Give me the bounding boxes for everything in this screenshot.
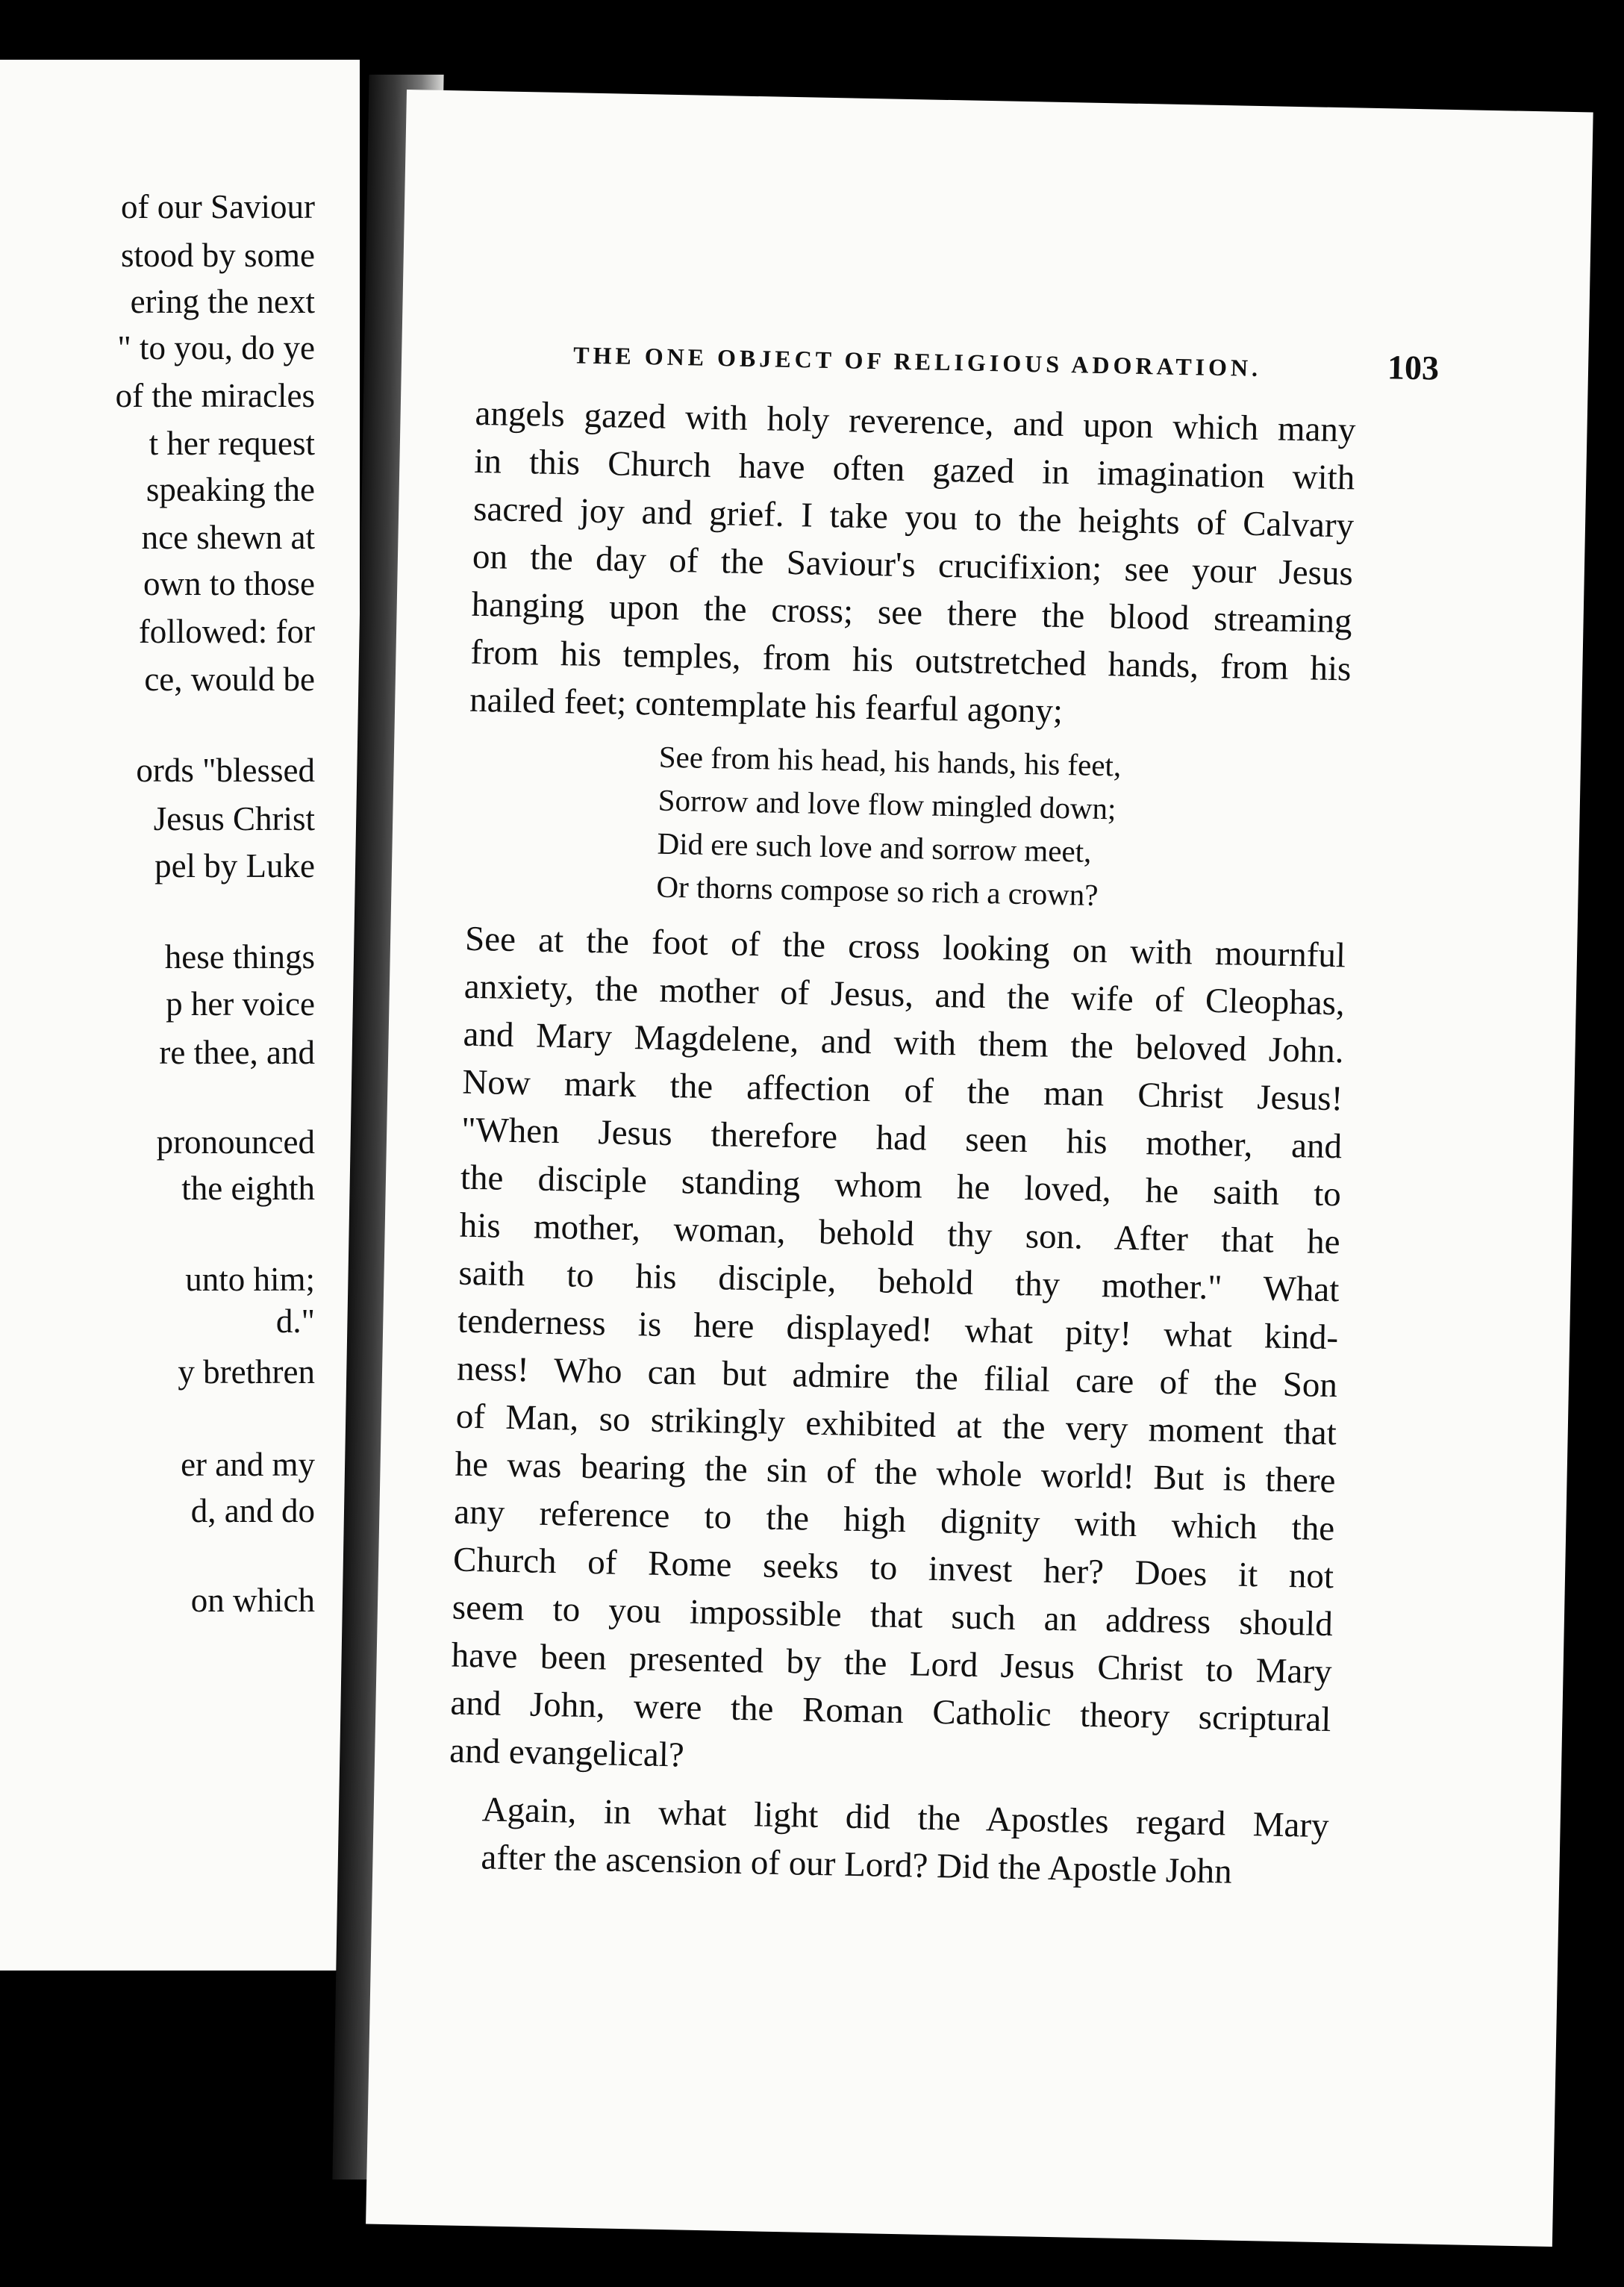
left-page-line: p her voice (166, 985, 315, 1023)
para1-line: angels gazed with holy reverence, and upon which many (475, 393, 1356, 450)
para1-line: in this Church have often gazed in imagination with (473, 441, 1355, 498)
para2-line: See at the foot of the cross looking on with mournful (464, 919, 1346, 976)
para2-line: have been presented by the Lord Jesus Christ to Mary (451, 1635, 1333, 1692)
para2-line: and evangelical? (449, 1731, 685, 1775)
left-page-line: ce, would be (144, 661, 315, 698)
para3-line: Again, in what light did the Apostles regard Mary (481, 1790, 1330, 1846)
para2-line: his mother, woman, behold thy son. After that he (459, 1205, 1341, 1262)
left-page-line: followed: for (138, 613, 315, 650)
para2-line: he was bearing the sin of the whole world! But is there (455, 1444, 1336, 1501)
verse-line: Or thorns compose so rich a crown? (656, 869, 1099, 912)
para2-line: any reference to the high dignity with which the (453, 1492, 1335, 1549)
para2-line: anxiety, the mother of Jesus, and the wife of Cleophas, (463, 967, 1346, 1023)
para2-line: of Man, so strikingly exhibited at the very moment that (455, 1397, 1337, 1453)
para1-line: sacred joy and grief. I take you to the heights of Calvary (472, 489, 1355, 546)
left-page (0, 60, 360, 1971)
verse-line: See from his head, his hands, his feet, (658, 739, 1122, 783)
left-page-line: stood by some (120, 237, 315, 274)
left-page-line: of the miracles (115, 377, 315, 414)
para2-line: saith to his disciple, behold thy mother." What (458, 1253, 1340, 1310)
body-text (447, 390, 1356, 1897)
left-page-line: pronounced (156, 1123, 315, 1161)
left-page-line: y brethren (178, 1353, 315, 1391)
verse-line: Sorrow and love flow mingled down; (658, 782, 1116, 826)
para2-line: "When Jesus therefore had seen his mother, and (460, 1110, 1343, 1167)
para2-line: tenderness is here displayed! what pity! what kind- (457, 1301, 1339, 1358)
left-page-line: on which (190, 1582, 315, 1619)
para1-line: on the day of the Saviour's crucifixion; see your Jesus (472, 537, 1354, 593)
left-page-line: t her request (149, 425, 315, 462)
para2-line: Now mark the affection of the man Christ Jesus! (461, 1062, 1343, 1119)
para2-line: Church of Rome seeks to invest her? Does it not (452, 1540, 1334, 1597)
left-page-line: ering the next (130, 283, 315, 320)
para1-line: hanging upon the cross; see there the blood streaming (471, 584, 1353, 641)
para1-line: from his temples, from his outstretched hands, from his (470, 632, 1352, 689)
left-page-line: of our Saviour (121, 188, 315, 225)
paragraph-3 (447, 1785, 1329, 1898)
left-page-line: unto him; (185, 1261, 315, 1298)
left-page-line: speaking the (146, 471, 315, 508)
para1-line: nailed feet; contemplate his fearful agony; (469, 680, 1064, 731)
para2-line: seem to you impossible that such an address should (452, 1588, 1334, 1644)
left-page-line: d, and do (190, 1492, 315, 1529)
para2-line: and Mary Magdelene, and with them the beloved John. (463, 1014, 1344, 1071)
para3-line: after the ascension of our Lord? Did the Apostle John (481, 1838, 1233, 1891)
left-page-line: Jesus Christ (153, 800, 315, 837)
left-page-line: d." (275, 1302, 315, 1340)
verse-quotation (656, 735, 1349, 922)
para2-line: ness! Who can but admire the filial care of the Son (456, 1349, 1338, 1405)
left-page-line: " to you, do ye (117, 329, 315, 366)
left-page-line: pel by Luke (154, 847, 315, 884)
left-page-line: own to those (143, 565, 315, 602)
left-page-line: hese things (164, 938, 315, 976)
left-page-line: nce shewn at (141, 519, 315, 556)
running-head (573, 331, 1440, 387)
left-page-line: er and my (181, 1446, 315, 1483)
right-page (366, 90, 1593, 2247)
para2-line: the disciple standing whom he loved, he saith to (460, 1158, 1342, 1214)
left-page-line: ords "blessed (136, 752, 315, 789)
paragraph-2 (449, 915, 1346, 1791)
left-page-line: the eighth (181, 1170, 315, 1207)
para2-line: and John, were the Roman Catholic theory scriptural (450, 1683, 1331, 1740)
running-head-title: THE ONE OBJECT OF RELIGIOUS ADORATION. (572, 341, 1262, 382)
verse-line: Did ere such love and sorrow meet, (657, 826, 1092, 869)
left-page-line: re thee, and (159, 1034, 315, 1071)
page-number: 103 (1387, 348, 1440, 387)
paragraph-1 (469, 390, 1356, 741)
